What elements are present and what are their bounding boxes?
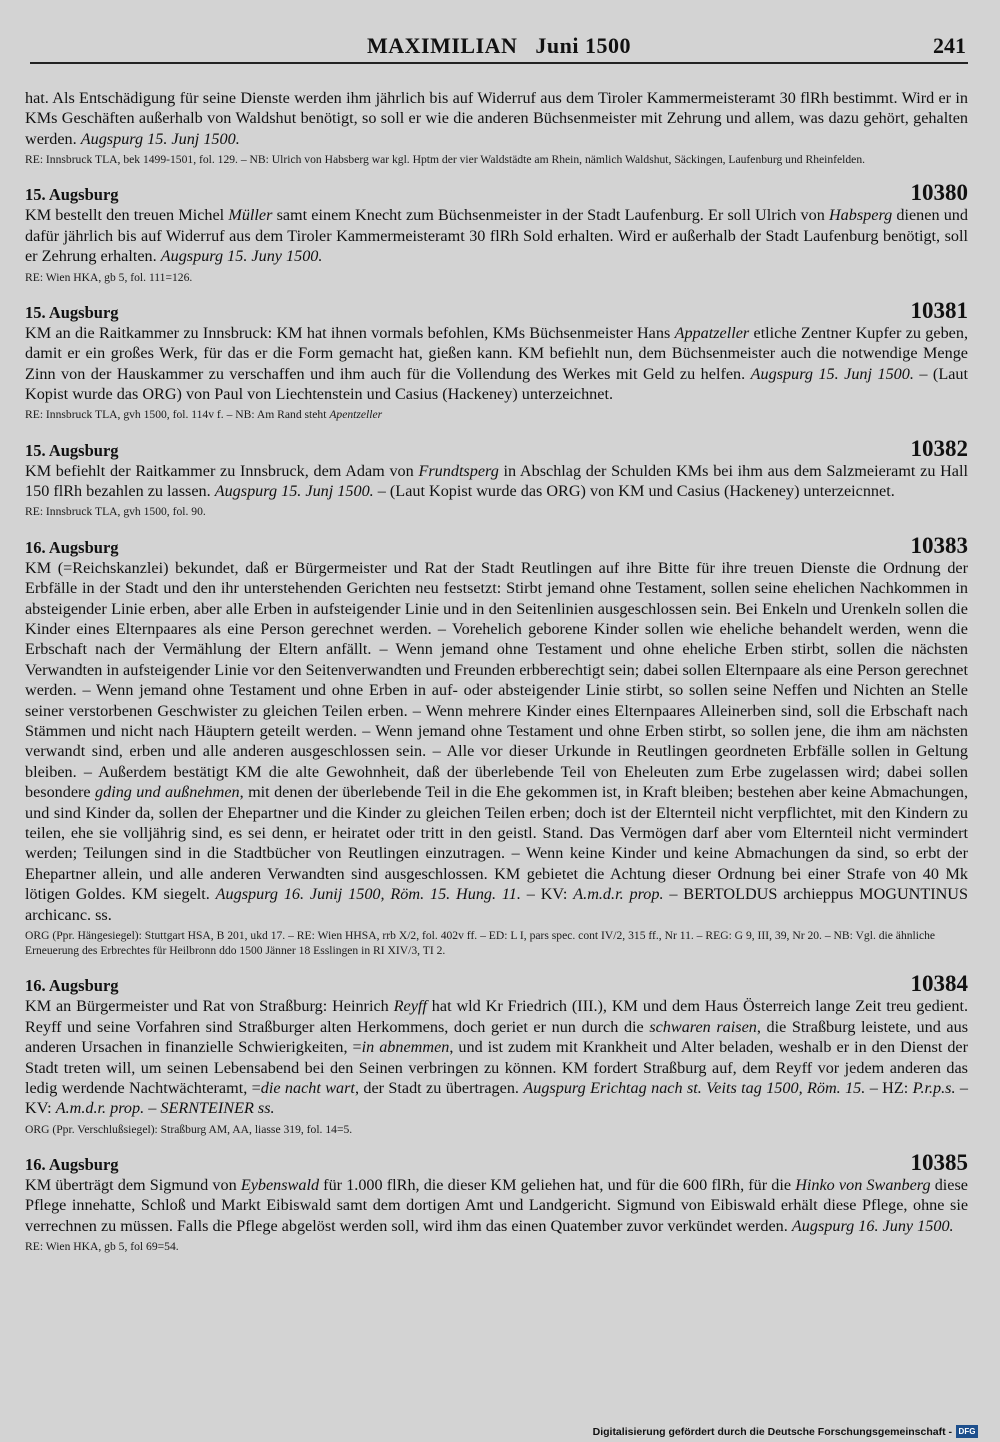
- entry-body: KM bestellt den treuen Michel Müller samt einem Knecht zum Büchsenmeister in der Stadt Laufenburg. Er soll Ulrich von Habsperg dienen und dafür jährlich bis auf Widerruf aus dem Tiroler Kammermeisteramt 30 flRh Sold erhalten. Wird er außerhalb der Stadt Laufenburg benötigt, soll er Zehrung erhalten. Augspurg 15. Juny 1500.: [25, 206, 968, 266]
- entry-header: [25, 534, 968, 558]
- entry: [25, 1151, 968, 1254]
- entry-number: 10384: [910, 971, 968, 997]
- footer-text: Digitalisierung gefördert durch die Deutsche Forschungsgemeinschaft -: [592, 1425, 952, 1438]
- entry: [25, 534, 968, 959]
- entry-date: 15. Augsburg: [25, 302, 119, 322]
- entry-header: [25, 972, 968, 996]
- page-content: [25, 88, 968, 1254]
- entry-body: KM befiehlt der Raitkammer zu Innsbruck, dem Adam von Frundtsperg in Abschlag der Schulden KMs bei ihm aus dem Salzmeieramt zu Hall 150 flRh bezahlen zu lassen. Augspurg 15. Junj 1500. – (Laut Kopist wurde das ORG) von KM und Casius (Hackeney) unterzeicnnet.: [25, 461, 968, 501]
- entry-header: [25, 1151, 968, 1175]
- entry-date: 15. Augsburg: [25, 185, 119, 205]
- entry-header: [25, 299, 968, 323]
- entry: [25, 437, 968, 520]
- entry-date: 15. Augsburg: [25, 440, 119, 460]
- entry-date: 16. Augsburg: [25, 1155, 119, 1175]
- entry: [25, 299, 968, 423]
- funding-footer: [593, 1425, 978, 1438]
- entry: [25, 181, 968, 284]
- entry-header: [25, 181, 968, 205]
- entry-note: RE: Wien HKA, gb 5, fol 69=54.: [25, 1240, 179, 1254]
- entry-body: KM an Bürgermeister und Rat von Straßburg: Heinrich Reyff hat wld Kr Friedrich (III.), KM und dem Haus Österreich lange Zeit treu gedient. Reyff und seine Vorfahren sind Straßburger alten Herkommens, doch geriet er nun durch die schwaren raisen, die Straßburg leistete, und aus anderen Ursachen in finanzielle Schwierigkeiten, =in abnemmen, und ist zudem mit Krankheit und Alter beladen, weshalb er in den Dienst der Stadt treten will, um seinen Lebensabend bei den Seinen verbringen zu können. KM fordert Straßburg auf, dem Reyff vor jedem anderen das ledig werdende Nachtwächteramt, =die nacht wart, der Stadt zu übertragen. Augspurg Erichtag nach st. Veits tag 1500, Röm. 15. – HZ: P.r.p.s. – KV: A.m.d.r. prop. – SERNTEINER ss.: [25, 997, 969, 1118]
- entry-body: KM (=Reichskanzlei) bekundet, daß er Bürgermeister und Rat der Stadt Reutlingen auf ihre Bitte für ihre treuen Dienste die Ordnung der Erbfälle in der Stadt und den ihr unterstehenden Gerichten neu festsetzt: Stirbt jemand ohne Testament, sollen seine ehelichen Nachkommen in absteigender Linie erben, aber alle Erben in aufsteigender Linie und in den Seitenlinien ausgeschlossen sein. Bei Enkeln und Urenkeln sollen die Kinder eines Elternpaares als eine Person gerechnet werden. – Vorehelich geborene Kinder sollen wie eheliche behandelt werden, wenn die Erbschaft nach der Vermählung der Eltern anfällt. – Wenn jemand ohne Testament und ohne eheliche Erben stirbt, sollen die nächsten Verwandten in aufsteigender Linie vor den Seitenverwandten und Freunden erbberechtigt sein; dabei sollen Elternpaare als eine Person gerechnet werden. – Wenn jemand ohne Testament und ohne Erben in auf- oder absteigender Linie stirbt, so sollen seine Neffen und Nichten an Stelle seiner verstorbenen Geschwister zu gleichen Teilen erben. – Wenn mehrere Kinder eines Elternpaares Alleinerben sind, soll die Erbschaft nach Stämmen und nicht nach Häuptern geteilt werden. – Wenn jemand ohne Testament und ohne Erben stirbt, so sollen jene, die ihm am nächsten verwandt sind, erben und alle anderen ausgeschlossen sein. – Alle vor dieser Urkunde in Reutlingen geordneten Erbfälle sollen in Geltung bleiben. – Außerdem bestätigt KM die alte Gewohnheit, daß der überlebende Teil von Eheleuten zum Erbe zugelassen wird; dabei sollen besondere gding und außnehmen, mit denen der überlebende Teil in die Ehe gekommen ist, in Kraft bleiben; bestehen aber keine Abmachungen, und sind Kinder da, sollen der Ehepartner und die Kinder zu gleichen Teilen erben; doch ist der Elternteil nicht verpflichtet, mit den Kindern zu teilen, ehe sie volljährig sind, es sei denn, er heiratet oder tritt in den geistl. Stand. Das Vermögen darf aber vom Elternteil nicht vermindert werden; Teilungen sind in die Stadtbücher von Reutlingen einzutragen. – Wenn keine Kinder und keine Abmachungen da sind, so erbt der Ehepartner allein, und alle anderen Verwandten sind ausgeschlossen. KM gebietet die Achtung dieser Ordnung bei einer Strafe von 40 Mk lötigen Goldes. KM siegelt. Augspurg 16. Junij 1500, Röm. 15. Hung. 11. – KV: A.m.d.r. prop. – BERTOLDUS archieppus MOGUNTINUS archicanc. ss.: [25, 558, 968, 924]
- intro-section: [25, 88, 968, 167]
- entry-header: [25, 437, 968, 461]
- entry-number: 10380: [910, 180, 968, 206]
- page-number: 241: [933, 33, 966, 58]
- entries-list: [25, 181, 968, 1254]
- entry-number: 10383: [910, 532, 968, 558]
- running-title: MAXIMILIAN Juni 1500: [366, 33, 632, 58]
- entry-date: 16. Augsburg: [25, 976, 119, 996]
- entry-number: 10381: [910, 297, 968, 323]
- entry-note: RE: Innsbruck TLA, gvh 1500, fol. 114v f. – NB: Am Rand steht Apentzeller: [25, 408, 383, 422]
- entry-body: KM überträgt dem Sigmund von Eybenswald für 1.000 flRh, die dieser KM geliehen hat, und für die 600 flRh, für die Hinko von Swanberg diese Pflege innehatte, Schloß und Markt Eibiswald samt dem dortigen Amt und Landgericht. Sigmund von Eibiswald erhält diese Pflege, ohne sie verrechnen zu müssen. Falls die Pflege abgelöst werden soll, wird ihm das einen Quatember zuvor verkündet werden. Augspurg 16. Juny 1500.: [25, 1176, 968, 1235]
- entry-number: 10382: [910, 435, 968, 461]
- intro-note: RE: Innsbruck TLA, bek 1499-1501, fol. 129. – NB: Ulrich von Habsberg war kgl. Hptm der vier Waldstädte am Rhein, nämlich Waldshut, Säckingen, Laufenburg und Rheinfelden.: [25, 153, 866, 167]
- entry-note: ORG (Ppr. Hängesiegel): Stuttgart HSA, B 201, ukd 17. – RE: Wien HHSA, rrb X/2, fol. 402v ff. – ED: L I, pars spec. cont IV/2, 315 ff., Nr 11. – REG: G 9, III, 39, Nr 20. – NB: Vgl. die ähnliche Erneuerung des Erbrechtes für Heilbronn ddo 1500 Jänner 18 Esslingen in RI XIV/3, TI 2.: [25, 929, 936, 958]
- entry-date: 16. Augsburg: [25, 537, 119, 557]
- entry: [25, 972, 968, 1137]
- entry-note: RE: Innsbruck TLA, gvh 1500, fol. 90.: [25, 505, 206, 519]
- entry-note: RE: Wien HKA, gb 5, fol. 111=126.: [25, 270, 193, 284]
- entry-number: 10385: [910, 1150, 968, 1176]
- intro-body: hat. Als Entschädigung für seine Dienste werden ihm jährlich bis auf Widerruf aus dem Tiroler Kammermeisteramt 30 flRh bestimmt. Wird er in KMs Geschäften außerhalb von Waldshut benötigt, so soll er wie die anderen Büchsenmeister mit Zehrung und allem, was dazu gehört, gehalten werden. Augspurg 15. Junj 1500.: [25, 89, 968, 148]
- entry-note: ORG (Ppr. Verschlußsiegel): Straßburg AM, AA, liasse 319, fol. 14=5.: [25, 1122, 353, 1136]
- entry-body: KM an die Raitkammer zu Innsbruck: KM hat ihnen vormals befohlen, KMs Büchsenmeister Hans Appatzeller etliche Zentner Kupfer zu geben, damit er ein großes Werk, für das er die Form gemacht hat, gießen kann. KM befiehlt nun, dem Büchsenmeister auch die notwendige Menge Zinn von der Hauskammer zu verschaffen und ihm auch für die Vollendung des Werkes mit Geld zu helfen. Augspurg 15. Junj 1500. – (Laut Kopist wurde das ORG) von Paul von Liechtenstein und Casius (Hackeney) unterzeichnet.: [25, 323, 968, 404]
- dfg-logo: DFG: [956, 1425, 978, 1438]
- page-header: [30, 33, 968, 65]
- header-rule: [30, 62, 968, 64]
